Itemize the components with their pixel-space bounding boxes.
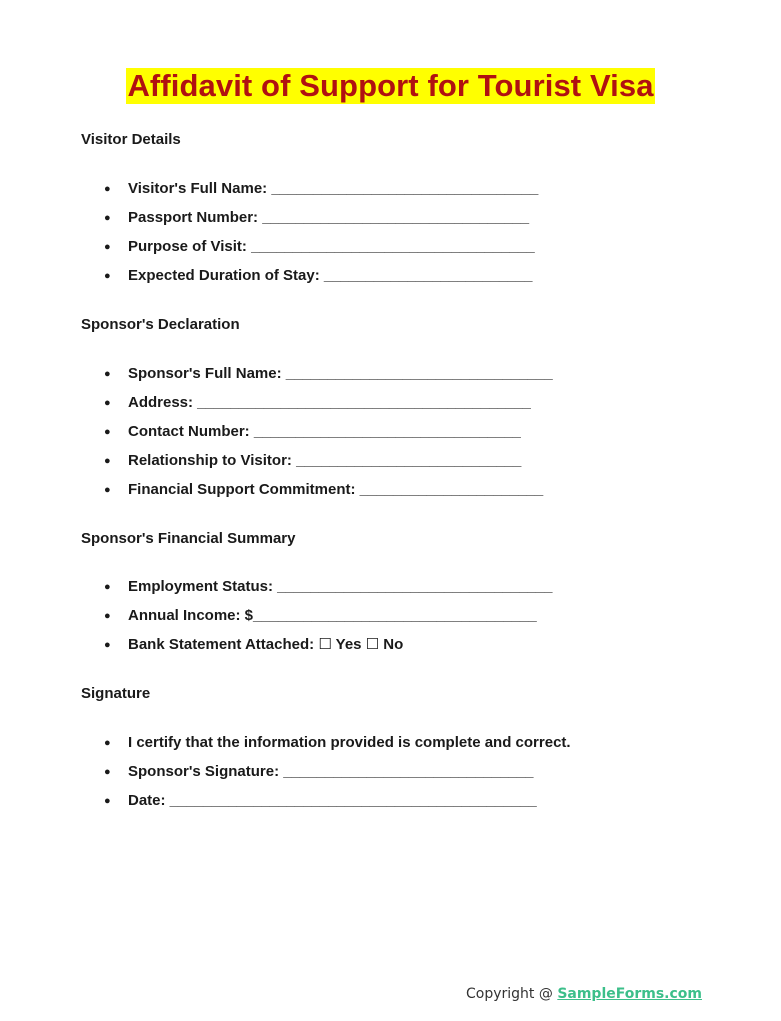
signature-list bbox=[104, 734, 571, 821]
field-annual-income[interactable]: Annual Income: $__________________________________ bbox=[128, 607, 537, 624]
field-address[interactable]: Address: ________________________________________ bbox=[128, 394, 531, 411]
bullet-icon: ● bbox=[104, 397, 111, 409]
visitor-details-list bbox=[104, 180, 538, 296]
field-sponsor-full-name[interactable]: Sponsor's Full Name: ________________________________ bbox=[128, 365, 553, 382]
list-item bbox=[104, 209, 538, 238]
field-purpose-of-visit[interactable]: Purpose of Visit: __________________________________ bbox=[128, 238, 535, 255]
list-item bbox=[104, 607, 552, 636]
copyright-footer bbox=[466, 985, 702, 1003]
list-item bbox=[104, 180, 538, 209]
list-item bbox=[104, 238, 538, 267]
field-contact-number[interactable]: Contact Number: ________________________________ bbox=[128, 423, 521, 440]
bullet-icon: ● bbox=[104, 183, 111, 195]
field-expected-duration[interactable]: Expected Duration of Stay: _________________________ bbox=[128, 267, 533, 284]
list-item bbox=[104, 481, 553, 510]
field-date[interactable]: Date: ____________________________________________ bbox=[128, 792, 537, 809]
bullet-icon: ● bbox=[104, 639, 111, 651]
section-heading-visitor-details: Visitor Details bbox=[81, 131, 181, 148]
bullet-icon: ● bbox=[104, 212, 111, 224]
certification-statement: I certify that the information provided is complete and correct. bbox=[128, 734, 571, 751]
brand-link[interactable]: SampleForms.com bbox=[557, 986, 703, 1002]
bullet-icon: ● bbox=[104, 455, 111, 467]
sponsor-declaration-list bbox=[104, 365, 553, 510]
list-item bbox=[104, 636, 552, 665]
field-bank-statement[interactable]: Bank Statement Attached: ☐ Yes ☐ No bbox=[128, 636, 404, 653]
section-heading-sponsor-declaration: Sponsor's Declaration bbox=[81, 316, 240, 333]
section-heading-signature: Signature bbox=[81, 685, 151, 702]
bullet-icon: ● bbox=[104, 241, 111, 253]
bullet-icon: ● bbox=[104, 766, 111, 778]
list-item bbox=[104, 792, 571, 821]
list-item bbox=[104, 578, 552, 607]
list-item bbox=[104, 365, 553, 394]
title-container bbox=[0, 68, 781, 104]
copyright-prefix: Copyright @ bbox=[466, 986, 558, 1002]
list-item bbox=[104, 423, 553, 452]
bullet-icon: ● bbox=[104, 368, 111, 380]
bullet-icon: ● bbox=[104, 484, 111, 496]
list-item bbox=[104, 452, 553, 481]
bullet-icon: ● bbox=[104, 610, 111, 622]
bullet-icon: ● bbox=[104, 270, 111, 282]
bullet-icon: ● bbox=[104, 737, 111, 749]
list-item bbox=[104, 394, 553, 423]
list-item bbox=[104, 763, 571, 792]
field-relationship[interactable]: Relationship to Visitor: ___________________________ bbox=[128, 452, 522, 469]
field-visitor-full-name[interactable]: Visitor's Full Name: ________________________________ bbox=[128, 180, 539, 197]
financial-summary-list bbox=[104, 578, 552, 665]
list-item bbox=[104, 734, 571, 763]
field-employment-status[interactable]: Employment Status: _________________________________ bbox=[128, 578, 553, 595]
bullet-icon: ● bbox=[104, 581, 111, 593]
bullet-icon: ● bbox=[104, 795, 111, 807]
section-heading-financial-summary: Sponsor's Financial Summary bbox=[81, 530, 296, 547]
list-item bbox=[104, 267, 538, 296]
page-title: Affidavit of Support for Tourist Visa bbox=[127, 68, 654, 103]
bullet-icon: ● bbox=[104, 426, 111, 438]
field-financial-commitment[interactable]: Financial Support Commitment: ______________________ bbox=[128, 481, 544, 498]
field-sponsor-signature[interactable]: Sponsor's Signature: ______________________________ bbox=[128, 763, 534, 780]
field-passport-number[interactable]: Passport Number: ________________________________ bbox=[128, 209, 530, 226]
